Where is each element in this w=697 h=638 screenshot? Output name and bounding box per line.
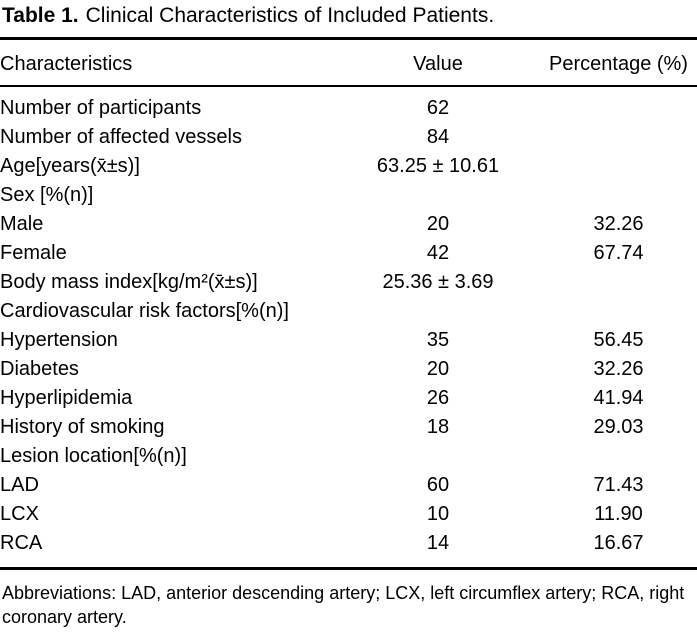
table-body bbox=[0, 86, 697, 569]
column-header-percentage: Percentage (%) bbox=[540, 39, 697, 87]
row-label: Age[years(x̄±s)] bbox=[0, 155, 140, 177]
row-value: 20 bbox=[426, 213, 450, 235]
row-percentage: 16.67 bbox=[593, 532, 644, 554]
table-number-label: Table 1. bbox=[2, 4, 79, 27]
row-label: LCX bbox=[0, 503, 39, 525]
row-percentage: 71.43 bbox=[593, 474, 644, 496]
table-header-row bbox=[0, 39, 697, 87]
clinical-characteristics-table bbox=[0, 37, 697, 570]
row-label: Cardiovascular risk factors[%(n)] bbox=[0, 300, 289, 322]
row-label: Sex [%(n)] bbox=[0, 184, 94, 206]
column-header-characteristics: Characteristics bbox=[0, 39, 336, 87]
row-value: 14 bbox=[426, 532, 450, 554]
table-row bbox=[0, 529, 697, 569]
row-value: 63.25 ± 10.61 bbox=[376, 155, 500, 177]
abbreviations-footnote: Abbreviations: LAD, anterior descending artery; LCX, left circumflex artery; RCA, right coronary artery. bbox=[2, 583, 685, 627]
row-value: 10 bbox=[426, 503, 450, 525]
table-row bbox=[0, 413, 697, 442]
table-row bbox=[0, 86, 697, 123]
table-row bbox=[0, 442, 697, 471]
row-label: Number of affected vessels bbox=[0, 126, 242, 148]
row-percentage bbox=[540, 442, 697, 471]
row-percentage: 56.45 bbox=[593, 329, 644, 351]
row-percentage: 32.26 bbox=[593, 213, 644, 235]
row-label: Hyperlipidemia bbox=[0, 387, 133, 409]
table-title-text: Clinical Characteristics of Included Patients. bbox=[85, 4, 495, 27]
row-label: Diabetes bbox=[0, 358, 79, 380]
row-label: RCA bbox=[0, 532, 43, 554]
row-value: 35 bbox=[426, 329, 450, 351]
table-row bbox=[0, 384, 697, 413]
table-header bbox=[0, 39, 697, 87]
row-value bbox=[336, 297, 540, 326]
row-value: 20 bbox=[426, 358, 450, 380]
table-row bbox=[0, 152, 697, 181]
row-value: 26 bbox=[426, 387, 450, 409]
row-value: 60 bbox=[426, 474, 450, 496]
row-percentage bbox=[540, 86, 697, 123]
row-value: 42 bbox=[426, 242, 450, 264]
row-percentage bbox=[540, 152, 697, 181]
row-label: LAD bbox=[0, 474, 39, 496]
table-row bbox=[0, 268, 697, 297]
row-percentage bbox=[540, 123, 697, 152]
row-value: 25.36 ± 3.69 bbox=[382, 271, 494, 293]
row-value: 62 bbox=[426, 97, 450, 119]
row-percentage: 11.90 bbox=[594, 503, 643, 525]
table-row bbox=[0, 210, 697, 239]
row-value bbox=[336, 181, 540, 210]
table-row bbox=[0, 123, 697, 152]
column-header-value: Value bbox=[336, 39, 540, 87]
table-title bbox=[0, 2, 697, 30]
table-row bbox=[0, 297, 697, 326]
row-label: Hypertension bbox=[0, 329, 118, 351]
table-row bbox=[0, 239, 697, 268]
table-row bbox=[0, 471, 697, 500]
row-percentage: 67.74 bbox=[593, 242, 644, 264]
table-row bbox=[0, 355, 697, 384]
row-percentage bbox=[540, 297, 697, 326]
row-label: Body mass index[kg/m²(x̄±s)] bbox=[0, 271, 258, 293]
row-label: History of smoking bbox=[0, 416, 165, 438]
row-percentage: 32.26 bbox=[593, 358, 644, 380]
row-percentage bbox=[540, 181, 697, 210]
row-label: Male bbox=[0, 213, 44, 235]
row-value: 18 bbox=[426, 416, 450, 438]
row-percentage bbox=[540, 268, 697, 297]
row-value: 84 bbox=[426, 126, 450, 148]
row-percentage: 41.94 bbox=[593, 387, 644, 409]
table-row bbox=[0, 500, 697, 529]
row-percentage: 29.03 bbox=[593, 416, 644, 438]
row-label: Lesion location[%(n)] bbox=[0, 445, 187, 467]
table-row bbox=[0, 181, 697, 210]
row-label: Number of participants bbox=[0, 97, 202, 119]
row-label: Female bbox=[0, 242, 67, 264]
table-row bbox=[0, 326, 697, 355]
row-value bbox=[336, 442, 540, 471]
